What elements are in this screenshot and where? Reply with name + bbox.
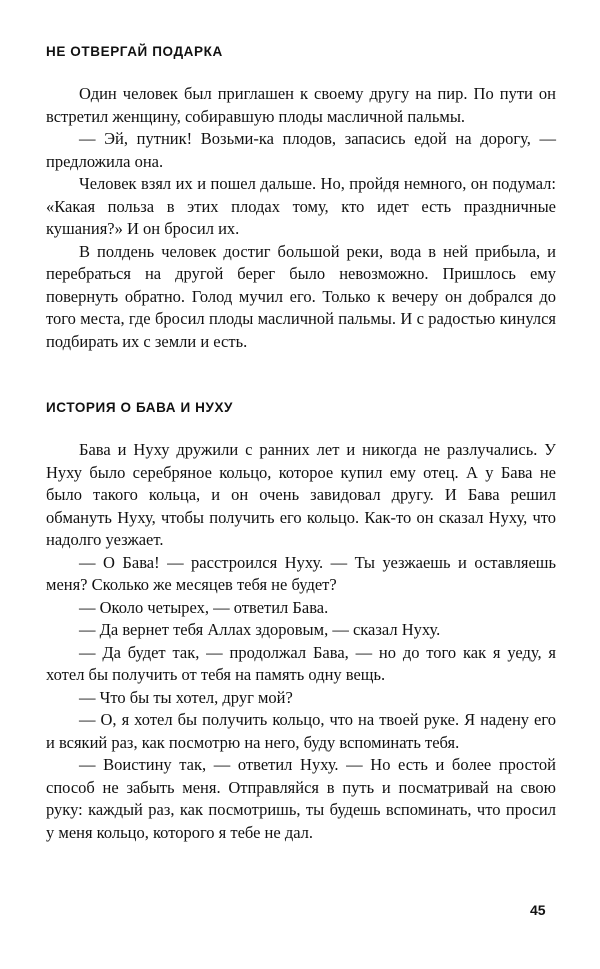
paragraph: — О, я хотел бы получить кольцо, что на твоей руке. Я надену его и всякий раз, как посмотрю на него, буду вспоминать тебя. (46, 710, 556, 752)
paragraph: Человек взял их и пошел дальше. Но, пройдя немного, он подумал: «Какая польза в этих плодах тому, кто идет есть праздничные кушания?» И он бросил их. (46, 174, 556, 238)
paragraph: — Около четырех, — ответил Бава. (79, 597, 329, 617)
paragraph: — Да вернет тебя Аллах здоровым, — сказал Нуху. (79, 620, 441, 639)
story-section-gift (46, 44, 556, 353)
paragraph: В полдень человек достиг большой реки, вода в ней прибыла, и перебраться на другой берег было невозможно. Пришлось ему повернуть обратно. Голод мучил его. Только к вечеру он добрался до того места, где бросил плоды масличной пальмы. И с радостью кинулся подбирать их с земли и есть. (46, 241, 556, 351)
paragraph: Бава и Нуху дружили с ранних лет и никогда не разлучались. У Нуху было серебряное кольцо, которое купил ему отец. А у Бава не было такого кольца, и он очень завидовал другу. И Бава решил обмануть Нуху, чтобы получить его кольцо. Как-то он сказал Нуху, что надолго уезжает. (46, 440, 556, 549)
story-title: ИСТОРИЯ О БАВА И НУХУ (46, 400, 234, 415)
page-number: 45 (530, 902, 546, 918)
paragraph: — О Бава! — расстроился Нуху. — Ты уезжаешь и оставляешь меня? Сколько же месяцев тебя не будет? (46, 552, 556, 594)
story-section-bava-nuhu (46, 400, 556, 844)
story-title: НЕ ОТВЕРГАЙ ПОДАРКА (46, 44, 223, 59)
paragraph: — Что бы ты хотел, друг мой? (79, 687, 293, 707)
paragraph: — Воистину так, — ответил Нуху. — Но есть и более простой способ не забыть меня. Отправляйся в путь и посматривай на свою руку: каждый раз, как посмотришь, ты будешь вспоминать, что просил у меня кольцо, которого я тебе не дал. (46, 755, 556, 842)
paragraph: — Да будет так, — продолжал Бава, — но до того как я уеду, я хотел бы получить от тебя на память одну вещь. (46, 642, 556, 684)
paragraph: Один человек был приглашен к своему другу на пир. По пути он встретил женщину, собиравшую плоды масличной пальмы. (46, 84, 556, 126)
paragraph: — Эй, путник! Возьми-ка плодов, запасись едой на дорогу, — предложила она. (46, 129, 556, 171)
